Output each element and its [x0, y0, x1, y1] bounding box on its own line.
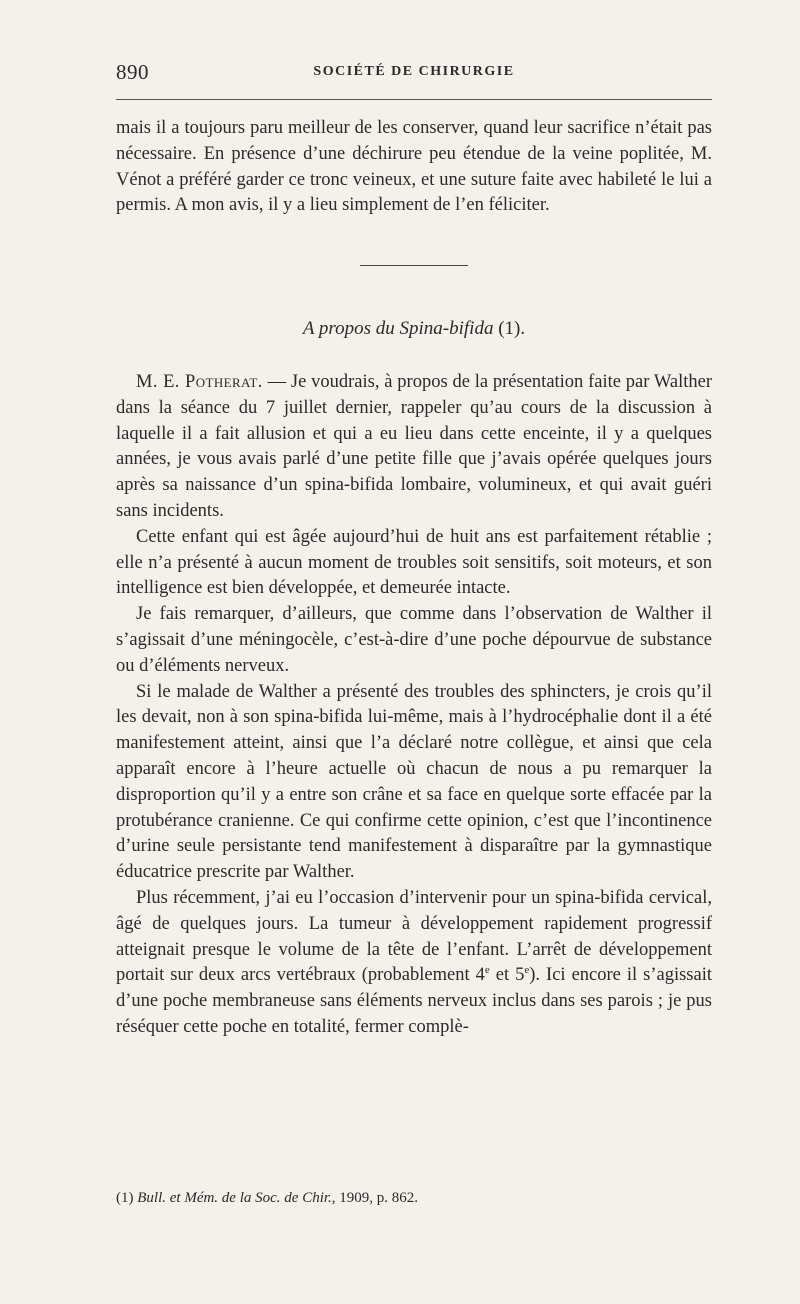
- footnote-journal: Bull. et Mém. de la Soc. de Chir.: [137, 1190, 332, 1206]
- page-number: 890: [116, 60, 149, 84]
- running-title: SOCIÉTÉ DE CHIRURGIE: [313, 64, 515, 79]
- paragraph: Je fais remarquer, d’ailleurs, que comme dans l’observation de Walther il s’agissait d’une méningocèle, c’est-à-dire d’une poche dépourvue de substance ou d’éléments nerveux.: [116, 604, 712, 676]
- section-title: [116, 316, 712, 342]
- footnote: [116, 1188, 712, 1208]
- header-rule: [116, 99, 712, 100]
- section-title-prefix: A propos du: [302, 318, 400, 340]
- ordinal-suffix: e: [524, 964, 530, 977]
- paragraph: [116, 886, 712, 1041]
- paragraph: Si le malade de Walther a présenté des troubles des sphincters, je crois qu’il les devait, non à son spina-bifida lui-même, mais à l’hydrocéphalie dont il a été manifestement atteint, ainsi que l’a déclaré notre collègue, et ainsi que cela apparaît encore à l’heure actuelle où chacun de nous a pu remarquer la disproportion qu’il y a entre son crâne et sa face en quelque sorte effacée par la protubérance cranienne. Ce qui confirme cette opinion, c’est que l’incontinence d’urine seule persistante tend manifestement à disparaître par la gymnastique éducatrice prescrite par Walther.: [116, 681, 712, 883]
- page-header: [116, 58, 712, 86]
- footnote-marker: (1): [116, 1190, 138, 1206]
- footnote-reference: , 1909, p. 862.: [331, 1190, 419, 1206]
- section-title-italic: Spina-bifida: [399, 318, 494, 340]
- paragraph-text: ). Ici encore il s’agissait d’une poche membraneuse sans éléments nerveux inclus dans ses parois ; je pus réséquer cette poche en totalité, fermer complè-: [116, 965, 712, 1037]
- paragraph: [116, 370, 712, 525]
- speaker-name: M. E. Potherat.: [136, 371, 263, 392]
- section-title-note: (1).: [493, 318, 526, 340]
- body-text: [116, 116, 712, 1041]
- paragraph-text: Plus récemment, j’ai eu l’occasion d’intervenir pour un spina-bifida cervical, âgé de quelques jours. La tumeur à développement rapidement progressif atteignait presque le volume de la tête de l’enfant. L’arrêt de développement portait sur deux arcs vertébraux (probablement 4: [116, 887, 712, 986]
- opening-paragraph: mais il a toujours paru meilleur de les conserver, quand leur sacrifice n’était pas nécessaire. En présence d’une déchirure peu étendue de la veine poplitée, M. Vénot a préféré garder ce tronc veineux, et une suture faite avec habileté le lui a permis. A mon avis, il y a lieu simplement de l’en féliciter.: [116, 118, 712, 216]
- paragraph-text: et 5: [489, 965, 525, 986]
- ordinal-suffix: e: [484, 964, 490, 977]
- paragraph: Cette enfant qui est âgée aujourd’hui de huit ans est parfaitement rétablie ; elle n’a présenté à aucun moment de troubles soit sensitifs, soit moteurs, et son intelligence est bien développée, et demeurée intacte.: [116, 526, 712, 599]
- section-separator: [360, 265, 468, 266]
- paragraph-text: — Je voudrais, à propos de la présentation faite par Walther dans la séance du 7 juillet dernier, rappeler qu’au cours de la discussion à laquelle il a fait allusion et qui a eu lieu dans cette enceinte, il y a quelques années, je vous avais parlé d’une petite fille que j’avais opérée quelques jours après sa naissance d’un spina-bifida lombaire, volumineux, et qui avait guéri sans incidents.: [116, 371, 712, 521]
